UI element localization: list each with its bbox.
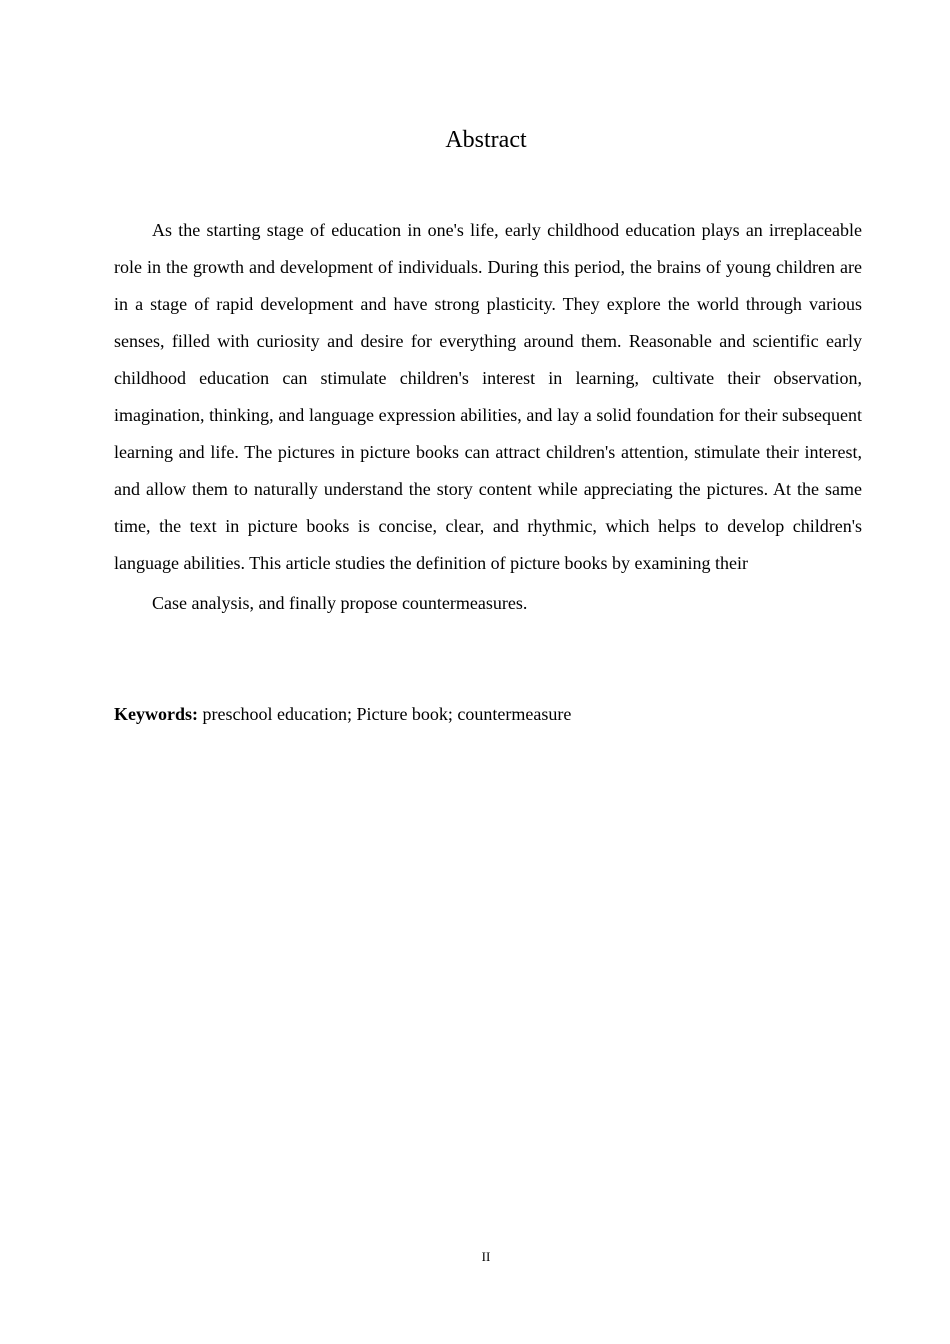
abstract-title: Abstract xyxy=(445,127,527,153)
keywords-line xyxy=(114,700,862,728)
keywords-label: Keywords: xyxy=(114,704,198,724)
abstract-paragraph-2: Case analysis, and finally propose countermeasures. xyxy=(152,593,528,613)
keywords-text: preschool education; Picture book; countermeasure xyxy=(198,704,572,724)
page-number: II xyxy=(481,1249,491,1264)
abstract-body xyxy=(114,212,862,622)
abstract-paragraph-1: As the starting stage of education in one's life, early childhood education plays an irreplaceable role in the growth and development of individuals. During this period, the brains of young children are in a stage of rapid development and have strong plasticity. They explore the world through various senses, filled with curiosity and desire for everything around them. Reasonable and scientific early childhood education can stimulate children's interest in learning, cultivate their observation, imagination, thinking, and language expression abilities, and lay a solid foundation for their subsequent learning and life. The pictures in picture books can attract children's attention, stimulate their interest, and allow them to naturally understand the story content while appreciating the pictures. At the same time, the text in picture books is concise, clear, and rhythmic, which helps to develop children's language abilities. This article studies the definition of picture books by examining their xyxy=(114,220,862,573)
